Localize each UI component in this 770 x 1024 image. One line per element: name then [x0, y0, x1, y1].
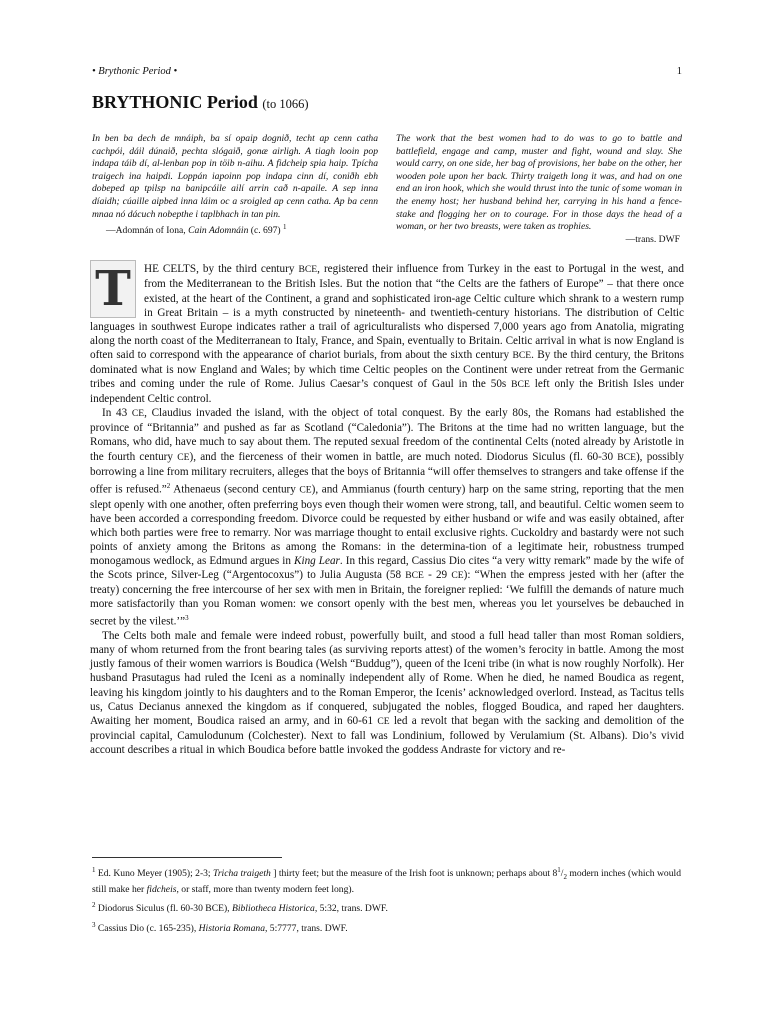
- epigraph-translation: [396, 133, 682, 246]
- dropcap-initial: T: [90, 260, 136, 318]
- footnote-ref-1[interactable]: 1: [283, 223, 287, 232]
- attr-date: (c. 697): [248, 225, 284, 237]
- footnote-rule: [92, 857, 282, 858]
- body-text: [90, 262, 684, 757]
- paragraph-1: T HE CELTS, by the third century BCE, registered their influence from Turkey in the east to Portugal in the west, and from the Mediterranean to the British Isles. But the notion that “the Celts are the fathers of Europe” – that there once existed, at the heart of the Continent, a grand and sophisticated iron-age Celtic culture which shrank to a western rump in Great Britain – is a myth constructed by nineteenth- and twentieth-century historians. The distribution of Celtic languages in southwest Europe indicates rather a trail of agriculturalists who dispersed 7,000 years ago from Anatolia, migrating along the north coast of the Mediterranean to Italy, France, and Spain, eventually to Britain. Celtic arrival in what is now England is often said to correspond with the appearance of chariot burials, from about the sixth century BCE. By the third century, the Britons dominated what is now England and Wales; by which time Celtic peoples on the Continent were under retreat from the Germanic tribes and coming under the rule of Rome. Julius Caesar’s conquest of Gaul in the 50s BCE left only the British Isles under independent Celtic control.: [90, 261, 684, 406]
- title-king-lear: King Lear: [294, 554, 340, 567]
- chapter-title: [92, 92, 682, 113]
- chapter-title-main: BRYTHONIC Period: [92, 92, 258, 112]
- footnote-2: $^2$ Diodorus Siculus (fl. 60-30 BCE), Bibliotheca Historica, 5:32, trans. DWF.: [92, 900, 388, 915]
- page-number: 1: [676, 66, 682, 77]
- running-title: • Brythonic Period •: [92, 66, 178, 77]
- attr-title: Cain Adomnáin: [188, 225, 249, 237]
- epigraph-irish-text: In ben ba dech de mnáiph, ba sí opaip dognið, techt ap cenn catha cachpói, dáil dúnaið, pechta slógaið, gonæ airligh. A tiagh looin pop indapa táib dí, al-lenban pop in töib n-aihu. A fidcheip spia haip. Tpícha traigech ina haipdi. Loppán iapoinn pop indapa cinn dí, coniðh ebh dobeped ap tpilsp na banipcáile ailí arrin cað n-apaile. A sep inna díaidh; cúaille aipbed inna láim oc a sroigled ap cenn catha. Ap ba cenn mnaa nó dácuch nobepthe i taplbhach in tan pin.: [92, 133, 378, 220]
- attr-author: —Adomnán of Iona,: [106, 225, 189, 237]
- footnote-1: $^1$ Ed. Kuno Meyer (1905); 2-3; Tricha traigeth ] thirty feet; but the measure of the Irish foot is unknown; perhaps about $8^1/_2$ modern inches (which would still make her fidcheis, or staff, more than twenty modern feet long).: [92, 866, 681, 895]
- page: [90, 60, 685, 757]
- epigraphs: [92, 133, 682, 246]
- footnote-ref-3[interactable]: 3: [185, 614, 189, 623]
- footnote-ref-2[interactable]: 2: [166, 481, 171, 490]
- footnotes: [92, 857, 682, 938]
- chapter-title-sub: (to 1066): [262, 97, 309, 111]
- running-head: [92, 60, 682, 78]
- footnote-3: $^3$ Cassius Dio (c. 165-235), Historia Romana, 5:7777, trans. DWF.: [92, 920, 348, 934]
- epigraph-translation-text: The work that the best women had to do was to go to battle and battlefield, engage and camp, muster and fight, wound and slay. She would carry, on one side, her bag of provisions, her babe on the other, her wooden pole upon her back. Thirty traigeth long it was, and had on one end an iron hook, which she would thrust into the tunic of some woman in the enemy host; her husband behind her, carrying in his hand a fence-stake and flogging her on to courage. For in those days the head of a woman, or her two breasts, were taken as trophies.: [396, 133, 682, 233]
- epigraph-irish: [92, 133, 378, 246]
- epigraph-translation-attribution: —trans. DWF: [625, 233, 680, 245]
- paragraph-3: The Celts both male and female were indeed robust, powerfully built, and stood a full head taller than most Roman soldiers, many of whom returned from the front bearing tales (as surviving reports attest) of the women’s ferocity in battle. Among the most justly famous of their women warriors is Boudica (Welsh “Buddug”), queen of the Iceni tribe (in what is now roughly Norfolk). Her husband Prasutagus had ruled the Iceni as a nominally independent ally of Rome. When he died, he named Boudica as regent, leaving his kingdom jointly to his daughters and to the Roman Emperor, the Icenis’ acknowledged overlord. Instead, as Tacitus tells us, Catus Decianus annexed the kingdom as if conquered, subjugated the nobles, flogged Boudica, and raped her daughters. Awaiting her moment, Boudica raised an army, and in 60-61 CE led a revolt that began with the sacking and demolition of the provincial capital, Camulodunum (Colchester). Next to fall was Londinium, followed by Verulamium (St. Albans). Dio’s vivid account describes a ritual in which Boudica before battle invoked the goddess Andraste for victory and re-: [90, 630, 684, 756]
- epigraph-irish-attribution: [92, 221, 378, 238]
- paragraph-2: In 43 CE, Claudius invaded the island, with the object of total conquest. By the early 80s, the Romans had established the province of “Britannia” and pushed as far as Scotland (“Caledonia”). The Britons at the time had no written language, but the Romans, who did, have much to say about them. The reputed sexual freedom of the continental Celts (noted already by Aristotle in the fourth century CE), and the fierceness of their women in battle, are much noted. Diodorus Siculus (fl. 60-30 BCE), possibly borrowing a line from military recruiters, alleges that the boys of Britannia “will offer themselves to strangers and take offense if the offer is refused.”$^2$ Athenaeus (second century CE), and Ammianus (fourth century) harp on the same string, reporting that the men slept openly with one another, often preferring boys even though their women were strong, tall, and beautiful. Celtic women seem to have been accorded a corresponding freedom. Divorce could be requested by either husband or wife and was easily obtained, after which both parties were free to remarry. Nor was marriage thought to entail exclusive rights. Cuckoldry and bastardy were not such points of anxiety among the Britons as among the Romans: in the determina-tion of a legitimate heir, robustness trumped monogamous wedlock, as Edmund argues in King Lear. In this regard, Cassius Dio cites “a very witty remark” made by the wife of the Scots prince, Silver-Leg (“Argentocoxus”) to Julia Augusta (58 BCE - 29 CE): “When the empress jested with her (after the treaty) concerning the free intercourse of her sex with men in Britain, the foreigner replied: ‘We fulfill the demands of nature much more satisfactorily than you Roman women: we consort openly with the best men, whereas you let yourselves be debauched in secret by the vilest.’”$^3$: [90, 407, 685, 629]
